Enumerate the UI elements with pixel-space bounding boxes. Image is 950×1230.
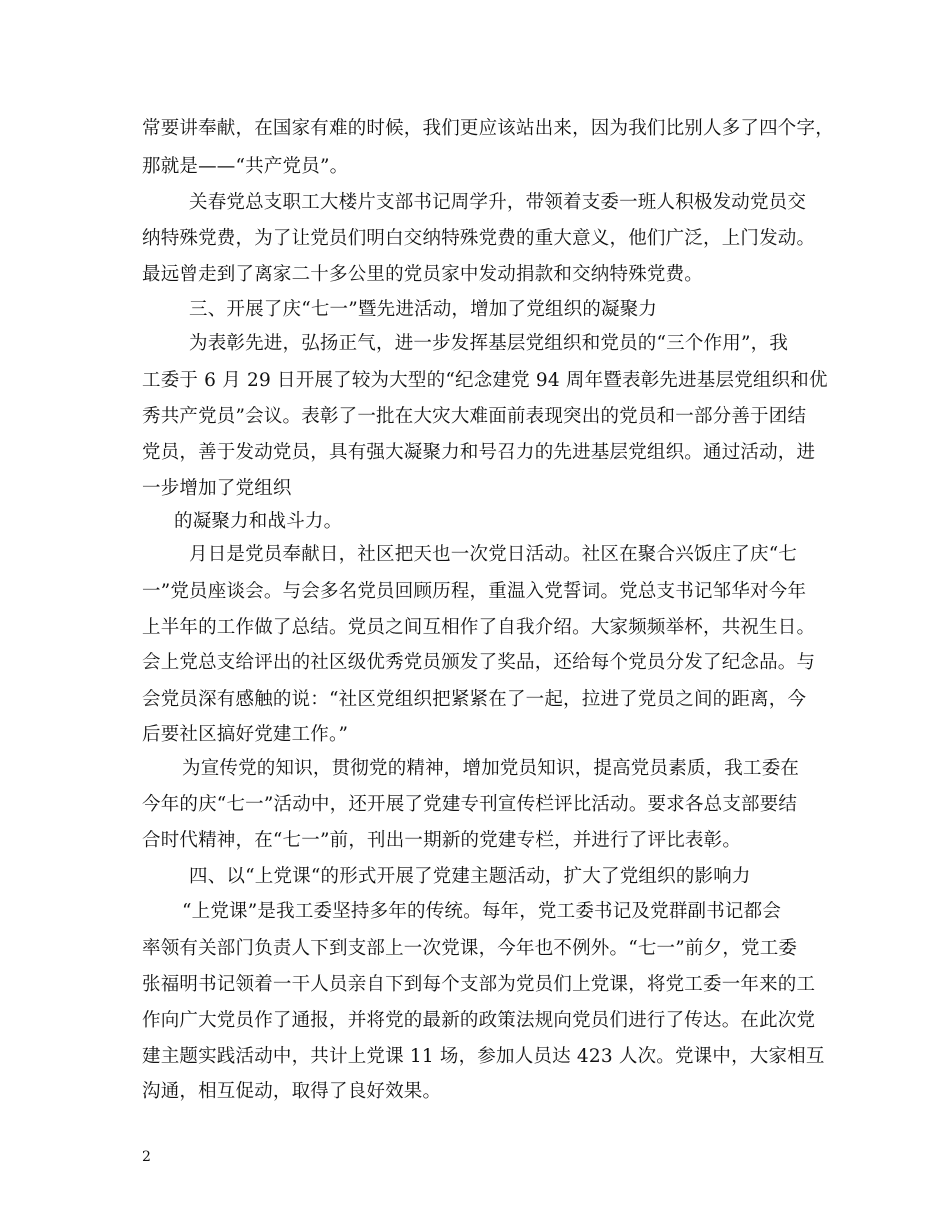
section-heading: 四、以“上党课“的形式开展了党建主题活动，扩大了党组织的影响力 [189, 866, 751, 887]
text-line: 后要社区搞好党建工作。” [142, 724, 349, 745]
text-line: 常要讲奉献，在国家有难的时候，我们更应该站出来，因为我们比别人多了四个字， [142, 118, 834, 139]
section-heading: 三、开展了庆“七一”暨先进活动，增加了党组织的凝聚力 [189, 299, 658, 320]
text-line: 秀共产党员”会议。表彰了一批在大灾大难面前表现突出的党员和一部分善于团结 [142, 406, 807, 427]
text-line: “上党课”是我工委坚持多年的传统。每年，党工委书记及党群副书记都会 [182, 901, 782, 922]
text-line: 为表彰先进，弘扬正气，进一步发挥基层党组织和党员的“三个作用”，我 [189, 333, 789, 354]
text-line: 一步增加了党组织 [142, 478, 292, 499]
text-line: 那就是——“共产党员”。 [142, 156, 349, 177]
text-line: 一”党员座谈会。与会多名党员回顾历程，重温入党誓词。党总支书记邹华对今年 [142, 581, 807, 602]
text-line: 关春党总支职工大楼片支部书记周学升，带领着支委一班人积极发动党员交 [189, 192, 807, 213]
text-line: 月日是党员奉献日，社区把天也一次党日活动。社区在聚合兴饭庄了庆“七 [189, 544, 798, 565]
text-line: 纳特殊党费，为了让党员们明白交纳特殊党费的重大意义，他们广泛，上门发动。 [142, 228, 816, 249]
text-line: 党员，善于发动党员，具有强大凝聚力和号召力的先进基层党组织。通过活动，进 [142, 442, 816, 463]
text-line: 合时代精神，在“七一”前，刊出一期新的党建专栏，并进行了评比表彰。 [142, 830, 742, 851]
page-number: 2 [142, 1149, 151, 1165]
text-line: 工委于 6 月 29 日开展了较为大型的“纪念建党 94 周年暨表彰先进基层党组织和优 [142, 370, 828, 391]
text-line: 上半年的工作做了总结。党员之间互相作了自我介绍。大家频频举杯，共祝生日。 [142, 617, 816, 638]
text-line: 张福明书记领着一干人员亲自下到每个支部为党员们上党课，将党工委一年来的工 [142, 974, 816, 995]
text-line: 的凝聚力和战斗力。 [174, 511, 343, 532]
text-line: 会上党总支给评出的社区级优秀党员颁发了奖品，还给每个党员分发了纪念品。与 [142, 652, 816, 673]
text-line: 最远曾走到了离家二十多公里的党员家中发动捐款和交纳特殊党费。 [142, 264, 704, 285]
text-line: 为宣传党的知识，贯彻党的精神，增加党员知识，提高党员素质，我工委在 [182, 758, 800, 779]
text-line: 今年的庆“七一”活动中，还开展了党建专刊宣传栏评比活动。要求各总支部要结 [142, 794, 798, 815]
text-line: 会党员深有感触的说：“社区党组织把紧紧在了一起，拉进了党员之间的距离，今 [142, 689, 807, 710]
text-line: 率领有关部门负责人下到支部上一次党课，今年也不例外。“七一”前夕，党工委 [142, 938, 798, 959]
text-line: 建主题实践活动中，共计上党课 11 场，参加人员达 423 人次。党课中，大家相互 [142, 1046, 825, 1067]
text-line: 沟通，相互促动，取得了良好效果。 [142, 1081, 442, 1102]
text-line: 作向广大党员作了通报，并将党的最新的政策法规向党员们进行了传达。在此次党 [142, 1010, 816, 1031]
